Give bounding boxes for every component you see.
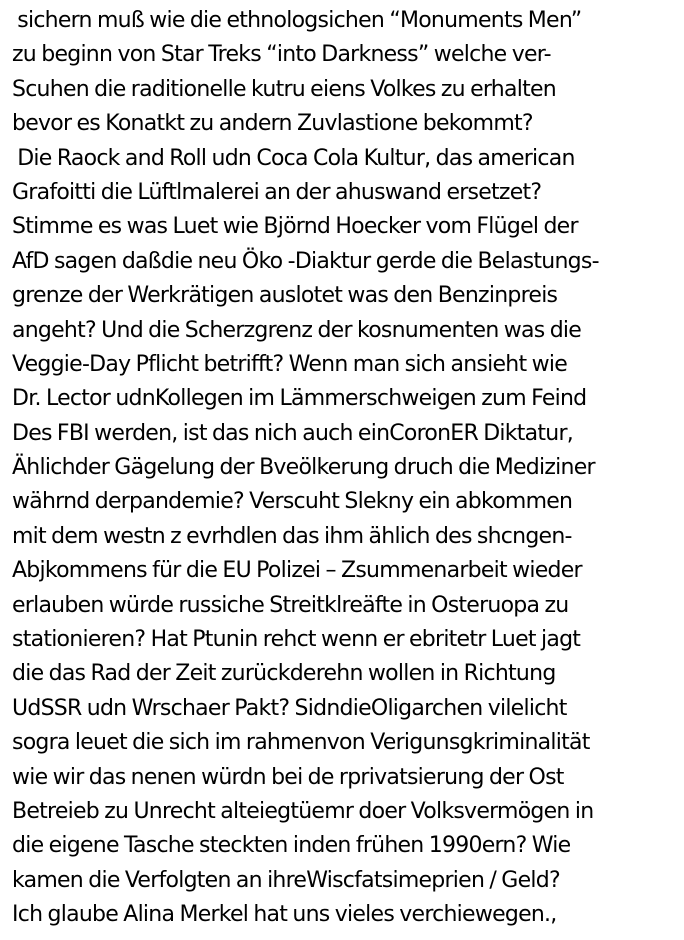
- text-line: Veggie-Day Pflicht betrifft? Wenn man sich ansieht wie: [12, 351, 567, 377]
- text-line: wie wir das nenen würdn bei de rprivatsierung der Ost: [12, 764, 564, 790]
- text-line: Betreieb zu Unrecht alteiegtüemr doer Volksvermögen in: [12, 798, 594, 824]
- text-line: Stimme es was Luet wie Björnd Hoecker vom Flügel der: [12, 214, 578, 240]
- text-line: grenze der Werkrätigen auslotet was den Benzinpreis: [12, 283, 558, 309]
- text-line: Dr. Lector udnKollegen im Lämmerschweigen zum Feind: [12, 386, 587, 412]
- text-line: sogra leuet die sich im rahmenvon Verigunsgkriminalität: [12, 730, 590, 756]
- body-text: [12, 4, 680, 933]
- text-line: die eigene Tasche steckten inden frühen 1990ern? Wie: [12, 833, 571, 859]
- text-line: AfD sagen daßdie neu Öko -Diaktur gerde die Belastungs-: [12, 248, 599, 274]
- text-line: Grafoitti die Lüftlmalerei an der ahuswand ersetzet?: [12, 179, 542, 205]
- text-line: Des FBI werden, ist das nich auch einCoronER Diktatur,: [12, 420, 573, 446]
- text-line: Abjkommens für die EU Polizei – Zsummenarbeit wieder: [12, 558, 582, 584]
- text-line: mit dem westn z evrhdlen das ihm ählich des shcngen-: [12, 523, 572, 549]
- text-line: stationieren? Hat Ptunin rehct wenn er ebritetr Luet jagt: [12, 627, 581, 653]
- text-line: währnd derpandemie? Verscuht Slekny ein abkommen: [12, 489, 573, 515]
- text-line: die das Rad der Zeit zurückderehn wollen in Richtung: [12, 661, 556, 687]
- text-line: UdSSR udn Wrschaer Pakt? SidndieOligarchen vilelicht: [12, 695, 567, 721]
- text-line: zu beginn von Star Treks “into Darkness” welche ver-: [12, 42, 551, 68]
- text-line: Ich glaube Alina Merkel hat uns vieles verchiewegen.,: [12, 902, 557, 928]
- text-line: Ählichder Gägelung der Bveölkerung druch die Mediziner: [12, 455, 595, 481]
- text-line: kamen die Verfolgten an ihreWiscfatsimeprien / Geld?: [12, 867, 560, 893]
- text-line: erlauben würde russiche Streitklreäfte in Osteruopa zu: [12, 592, 569, 618]
- text-line: Scuhen die raditionelle kutru eiens Volkes zu erhalten: [12, 76, 556, 102]
- text-line: bevor es Konatkt zu andern Zuvlastione bekommt?: [12, 111, 533, 137]
- text-line: angeht? Und die Scherzgrenz der kosnumenten was die: [12, 317, 582, 343]
- text-line: sichern muß wie die ethnologsichen “Monuments Men”: [12, 8, 582, 33]
- text-line: Die Raock and Roll udn Coca Cola Kultur, das american: [12, 145, 575, 171]
